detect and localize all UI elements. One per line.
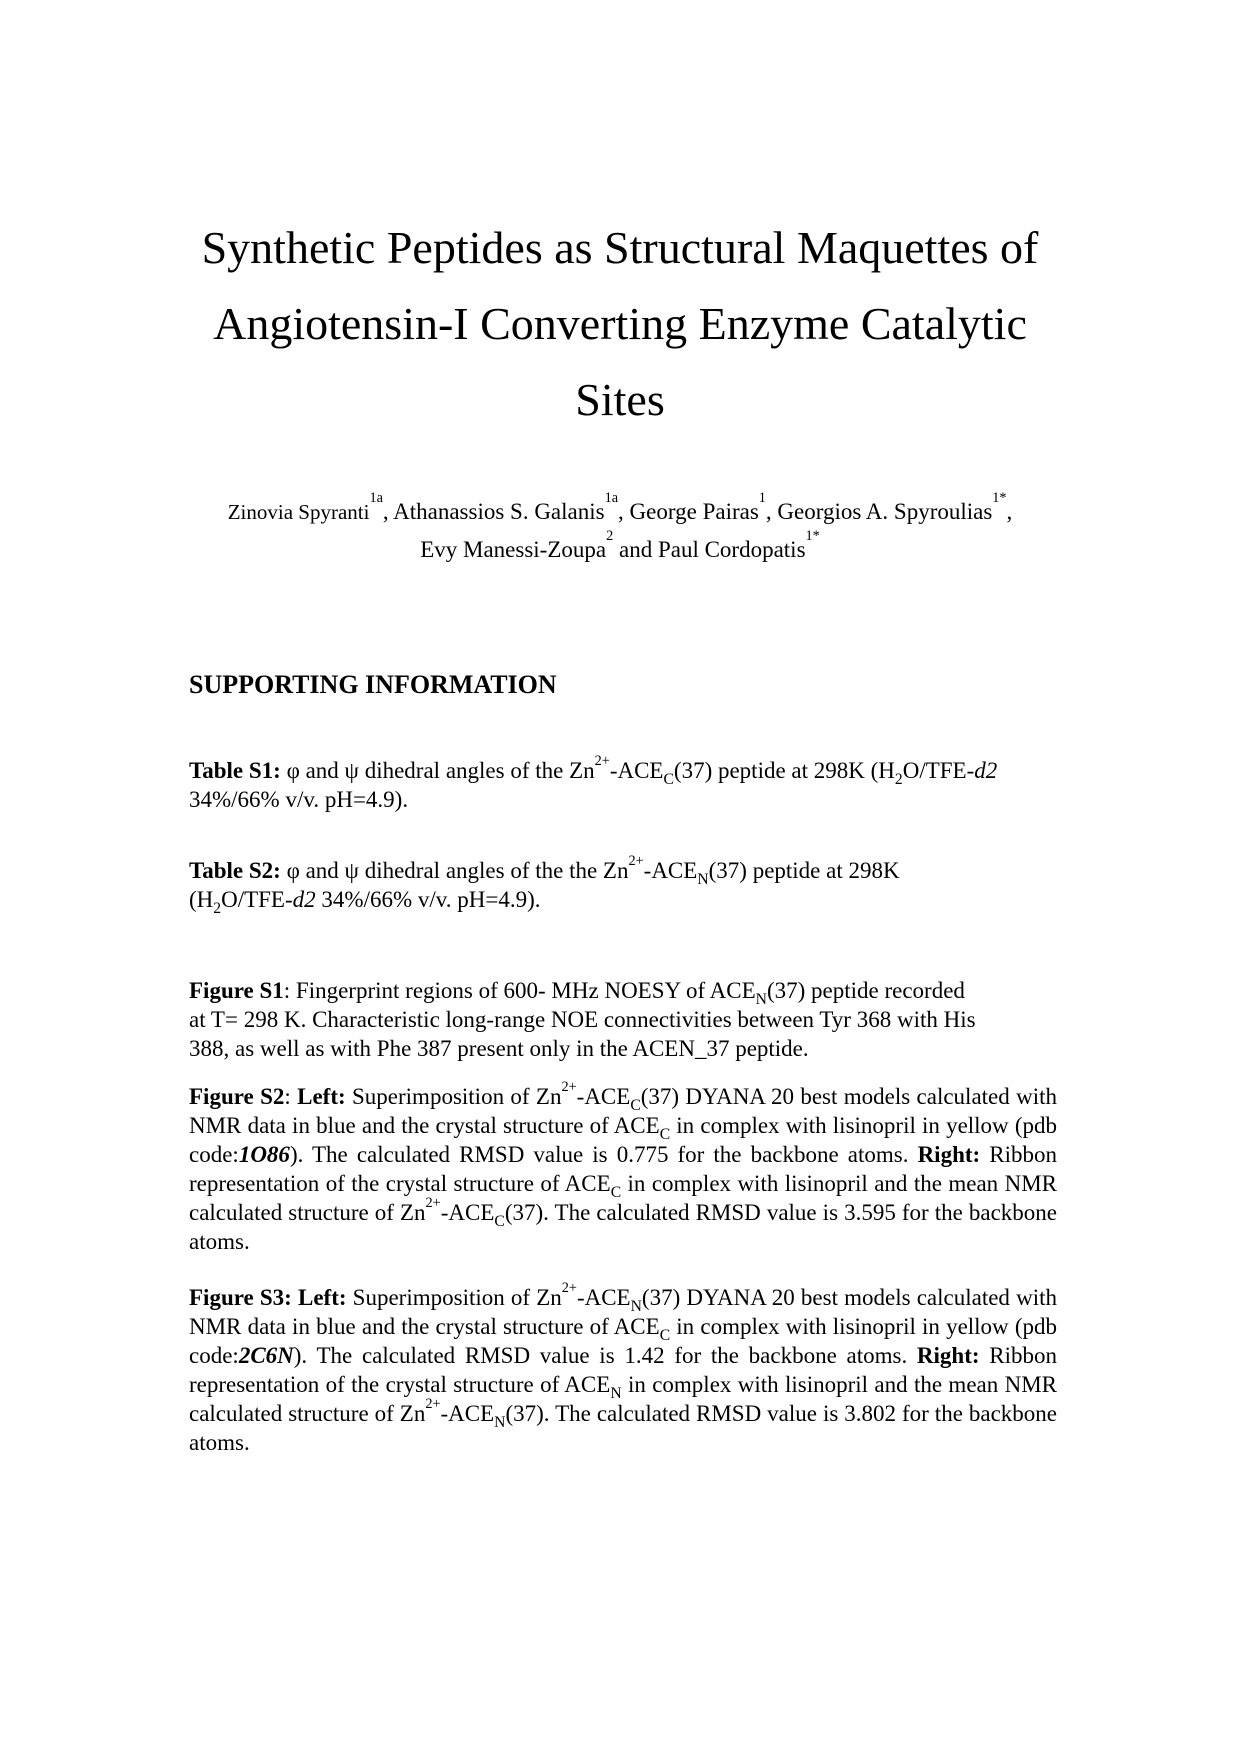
caption-text: -ACE [576, 1084, 631, 1109]
caption-text: (37) peptide at 298K [708, 858, 900, 883]
affiliation-marker: 1a [604, 490, 619, 506]
author-name: , Athanassios S. Galanis [382, 499, 605, 524]
caption-text: (37). The calculated RMSD value is 3.595 for the backbone atoms. [189, 1200, 1058, 1254]
caption-text: (37) peptide at 298K (H [673, 758, 895, 783]
subscript: C [610, 1184, 622, 1201]
caption-text: (37) DYANA 20 best models calculated with NMR data in blue and the crystal structure of ACE [189, 1084, 1057, 1138]
caption-line [189, 853, 1057, 888]
caption-text: in complex with lisinopril and the mean NMR calculated structure of Zn [189, 1372, 1057, 1426]
section-heading: SUPPORTING INFORMATION [189, 670, 557, 699]
caption-label: Figure S3: [189, 1285, 292, 1310]
superscript: 2+ [628, 853, 644, 869]
author-line [170, 528, 1070, 569]
table-s1-caption [189, 753, 1057, 814]
paper-title [170, 210, 1070, 438]
right-label: Right: [917, 1142, 981, 1167]
figure-s2-caption [189, 1079, 1058, 1256]
caption-text: in complex with lisinopril in yellow (pdb code: [189, 1314, 1058, 1368]
italic-text: d2 [292, 887, 316, 912]
superscript: 2+ [561, 1079, 577, 1095]
caption-text: O/TFE- [221, 887, 293, 912]
caption-label: Table S1: [189, 758, 281, 783]
subscript: N [494, 1414, 506, 1431]
pdb-code: 1O86 [238, 1142, 290, 1167]
affiliation-marker: 2 [606, 528, 614, 544]
caption-line: 388, as well as with Phe 387 present only in the ACEN_37 peptide. [189, 1036, 809, 1061]
caption-text: : Fingerprint regions of 600- MHz NOESY of ACE [283, 978, 756, 1003]
title-line: Synthetic Peptides as Structural Maquettes of [201, 222, 1039, 273]
author-name: and Paul Cordopatis [613, 537, 806, 562]
author-list [170, 490, 1070, 569]
author-separator: , [1006, 499, 1013, 524]
caption-text: (37). The calculated RMSD value is 3.802 for the backbone atoms. [189, 1401, 1058, 1455]
caption-label: Table S2: [189, 858, 281, 883]
caption-text: 34%/66% v/v. pH=4.9). [315, 887, 541, 912]
caption-text: : [284, 1084, 298, 1109]
superscript: 2+ [594, 753, 610, 769]
caption-label: Figure S1 [189, 978, 284, 1003]
subscript: N [697, 871, 709, 888]
italic-text: d2 [974, 758, 998, 783]
caption-text: (H [189, 887, 214, 912]
caption-text: in complex with lisinopril in yellow (pdb code: [189, 1113, 1058, 1167]
caption-line: at T= 298 K. Characteristic long-range NOE connectivities between Tyr 368 with His [189, 1007, 976, 1032]
caption-text: in complex with lisinopril and the mean NMR calculated structure of Zn [189, 1171, 1057, 1225]
figure-s3-caption [189, 1280, 1058, 1457]
author-name: Zinovia Spyranti [227, 500, 370, 524]
caption-line [189, 885, 1057, 917]
affiliation-marker: 1a [369, 490, 383, 506]
subscript: 2 [213, 900, 222, 917]
subscript: C [659, 1327, 671, 1344]
subscript: 2 [894, 771, 903, 788]
table-s2-caption [189, 853, 1057, 917]
subscript: C [630, 1097, 641, 1114]
left-label: Left: [297, 1084, 346, 1109]
caption-text: O/TFE- [902, 758, 975, 783]
title-line: Sites [575, 374, 665, 425]
figure-s1-caption [189, 976, 1057, 1063]
caption-text: -ACE [609, 758, 664, 783]
caption-text: (37) peptide recorded [766, 978, 965, 1003]
author-name: Evy Manessi-Zoupa [420, 537, 607, 562]
caption-text: Ribbon representation of the crystal structure of ACE [189, 1343, 1057, 1397]
left-label: Left: [298, 1285, 347, 1310]
superscript: 2+ [425, 1195, 441, 1211]
caption-text: -ACE [440, 1401, 495, 1426]
subscript: N [610, 1385, 622, 1402]
caption-text: φ and ψ dihedral angles of the the Zn [280, 858, 629, 883]
subscript: C [659, 1126, 671, 1143]
subscript: C [663, 771, 674, 788]
superscript: 2+ [425, 1396, 441, 1412]
subscript: C [494, 1213, 505, 1230]
affiliation-marker: 1* [992, 490, 1007, 506]
caption-text: (37) DYANA 20 best models calculated with NMR data in blue and the crystal structure of ACE [189, 1285, 1057, 1339]
caption-text: -ACE [643, 858, 698, 883]
caption-text: Ribbon representation of the crystal structure of ACE [189, 1142, 1057, 1196]
subscript: N [755, 991, 767, 1008]
caption-text: ). The calculated RMSD value is 1.42 for the backbone atoms. [293, 1343, 917, 1368]
pdb-code: 2C6N [238, 1343, 294, 1368]
caption-text: -ACE [440, 1200, 495, 1225]
title-line: Angiotensin-I Converting Enzyme Catalytic [213, 298, 1027, 349]
caption-label: Figure S2 [189, 1084, 285, 1109]
caption-text: -ACE [576, 1285, 631, 1310]
author-line [170, 490, 1070, 531]
caption-text: Superimposition of Zn [345, 1084, 562, 1109]
affiliation-marker: 1* [805, 528, 820, 544]
superscript: 2+ [561, 1280, 577, 1296]
subscript: N [630, 1298, 642, 1315]
caption-line [189, 976, 1057, 1008]
caption-text: 34%/66% v/v. pH=4.9). [189, 787, 409, 812]
author-name: , Georgios A. Spyroulias [765, 499, 993, 524]
affiliation-marker: 1 [758, 490, 766, 506]
right-label: Right: [916, 1343, 980, 1368]
caption-text: φ and ψ dihedral angles of the Zn [280, 758, 595, 783]
caption-text: ). The calculated RMSD value is 0.775 for the backbone atoms. [289, 1142, 918, 1167]
caption-text: Superimposition of Zn [346, 1285, 562, 1310]
author-name: , George Pairas [618, 499, 759, 524]
